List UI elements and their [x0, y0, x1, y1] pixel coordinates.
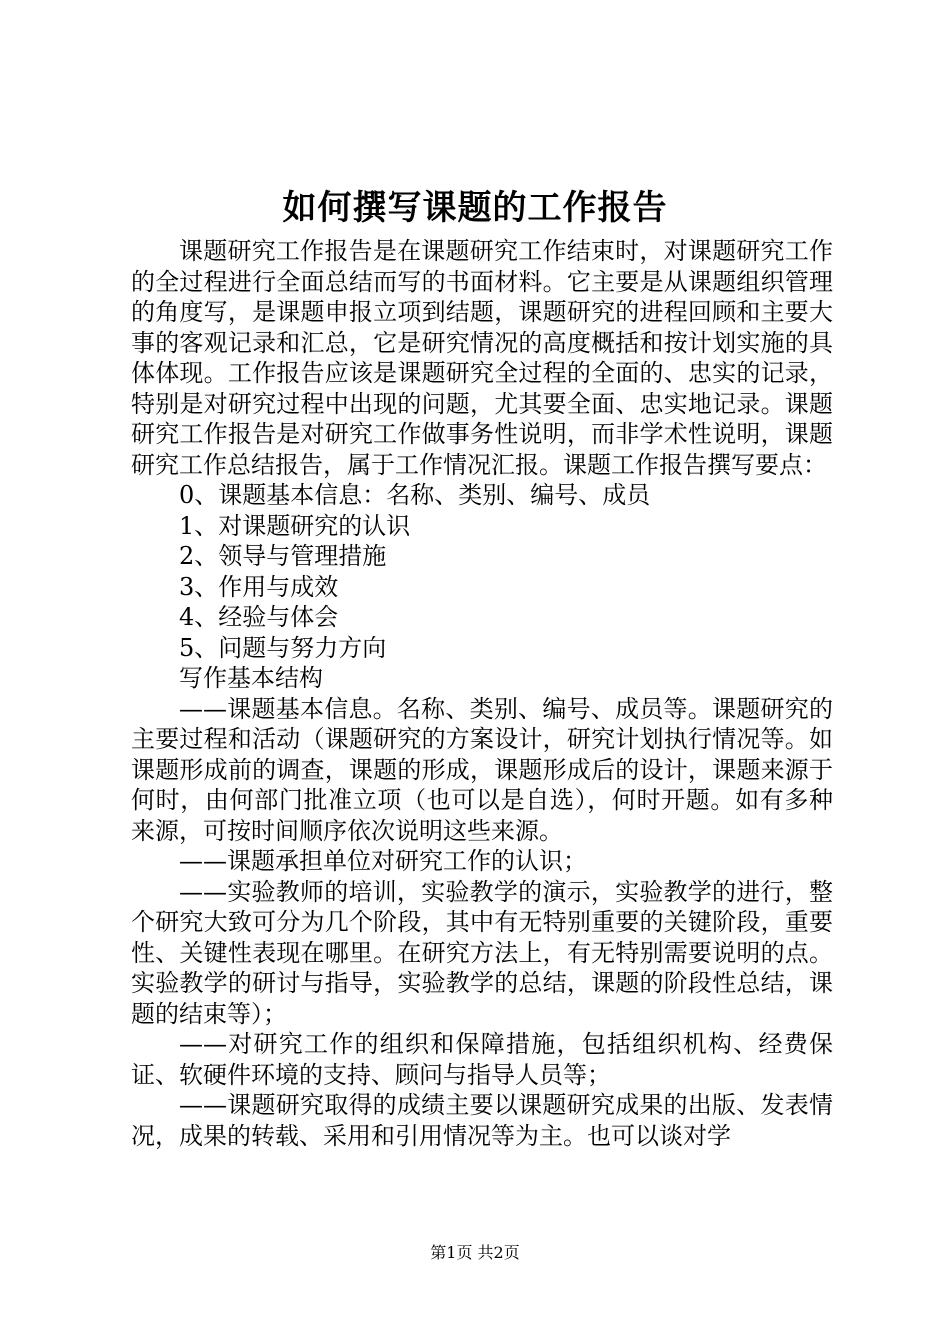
body-paragraph: 写作基本结构	[179, 664, 323, 692]
body-paragraph: ——对研究工作的组织和保障措施，包括组织机构、经费保证、软硬件环境的支持、顾问与指导人员等；	[131, 1030, 833, 1089]
body-paragraph: ——课题研究取得的成绩主要以课题研究成果的出版、发表情况，成果的转载、采用和引用情况等为主。也可以谈对学	[131, 1091, 833, 1150]
body-paragraph: 0、课题基本信息：名称、类别、编号、成员	[179, 481, 651, 509]
document-title: 如何撰写课题的工作报告	[282, 188, 668, 228]
body-paragraph: ——课题基本信息。名称、类别、编号、成员等。课题研究的主要过程和活动（课题研究的方案设计，研究计划执行情况等。如课题形成前的调查，课题的形成，课题形成后的设计，课题来源于何时，由何部门批准立项（也可以是自选），何时开题。如有多种来源，可按时间顺序依次说明这些来源。	[131, 694, 833, 845]
body-paragraph: 4、经验与体会	[179, 603, 339, 631]
body-paragraph: 课题研究工作报告是在课题研究工作结束时，对课题研究工作的全过程进行全面总结而写的书面材料。它主要是从课题组织管理的角度写，是课题申报立项到结题，课题研究的进程回顾和主要大事的客观记录和汇总，它是研究情况的高度概括和按计划实施的具体体现。工作报告应该是课题研究全过程的全面的、忠实的记录，特别是对研究过程中出现的问题，尤其要全面、忠实地记录。课题研究工作报告是对研究工作做事务性说明，而非学术性说明，课题研究工作总结报告，属于工作情况汇报。课题工作报告撰写要点：	[131, 237, 833, 479]
body-paragraph: 3、作用与成效	[179, 572, 339, 601]
body-paragraph: ——实验教师的培训，实验教学的演示，实验教学的进行，整个研究大致可分为几个阶段，其中有无特别重要的关键阶段，重要性、关键性表现在哪里。在研究方法上，有无特别需要说明的点。实验教学的研讨与指导，实验教学的总结，课题的阶段性总结，课题的结束等）；	[131, 877, 833, 1028]
page-footer: 第1页 共2页	[430, 1243, 520, 1262]
body-paragraph: ——课题承担单位对研究工作的认识；	[179, 847, 587, 875]
body-paragraph: 1、对课题研究的认识	[179, 511, 411, 540]
body-paragraph: 2、领导与管理措施	[179, 542, 387, 570]
body-paragraph: 5、问题与努力方向	[179, 633, 387, 662]
document-body	[131, 236, 833, 1151]
